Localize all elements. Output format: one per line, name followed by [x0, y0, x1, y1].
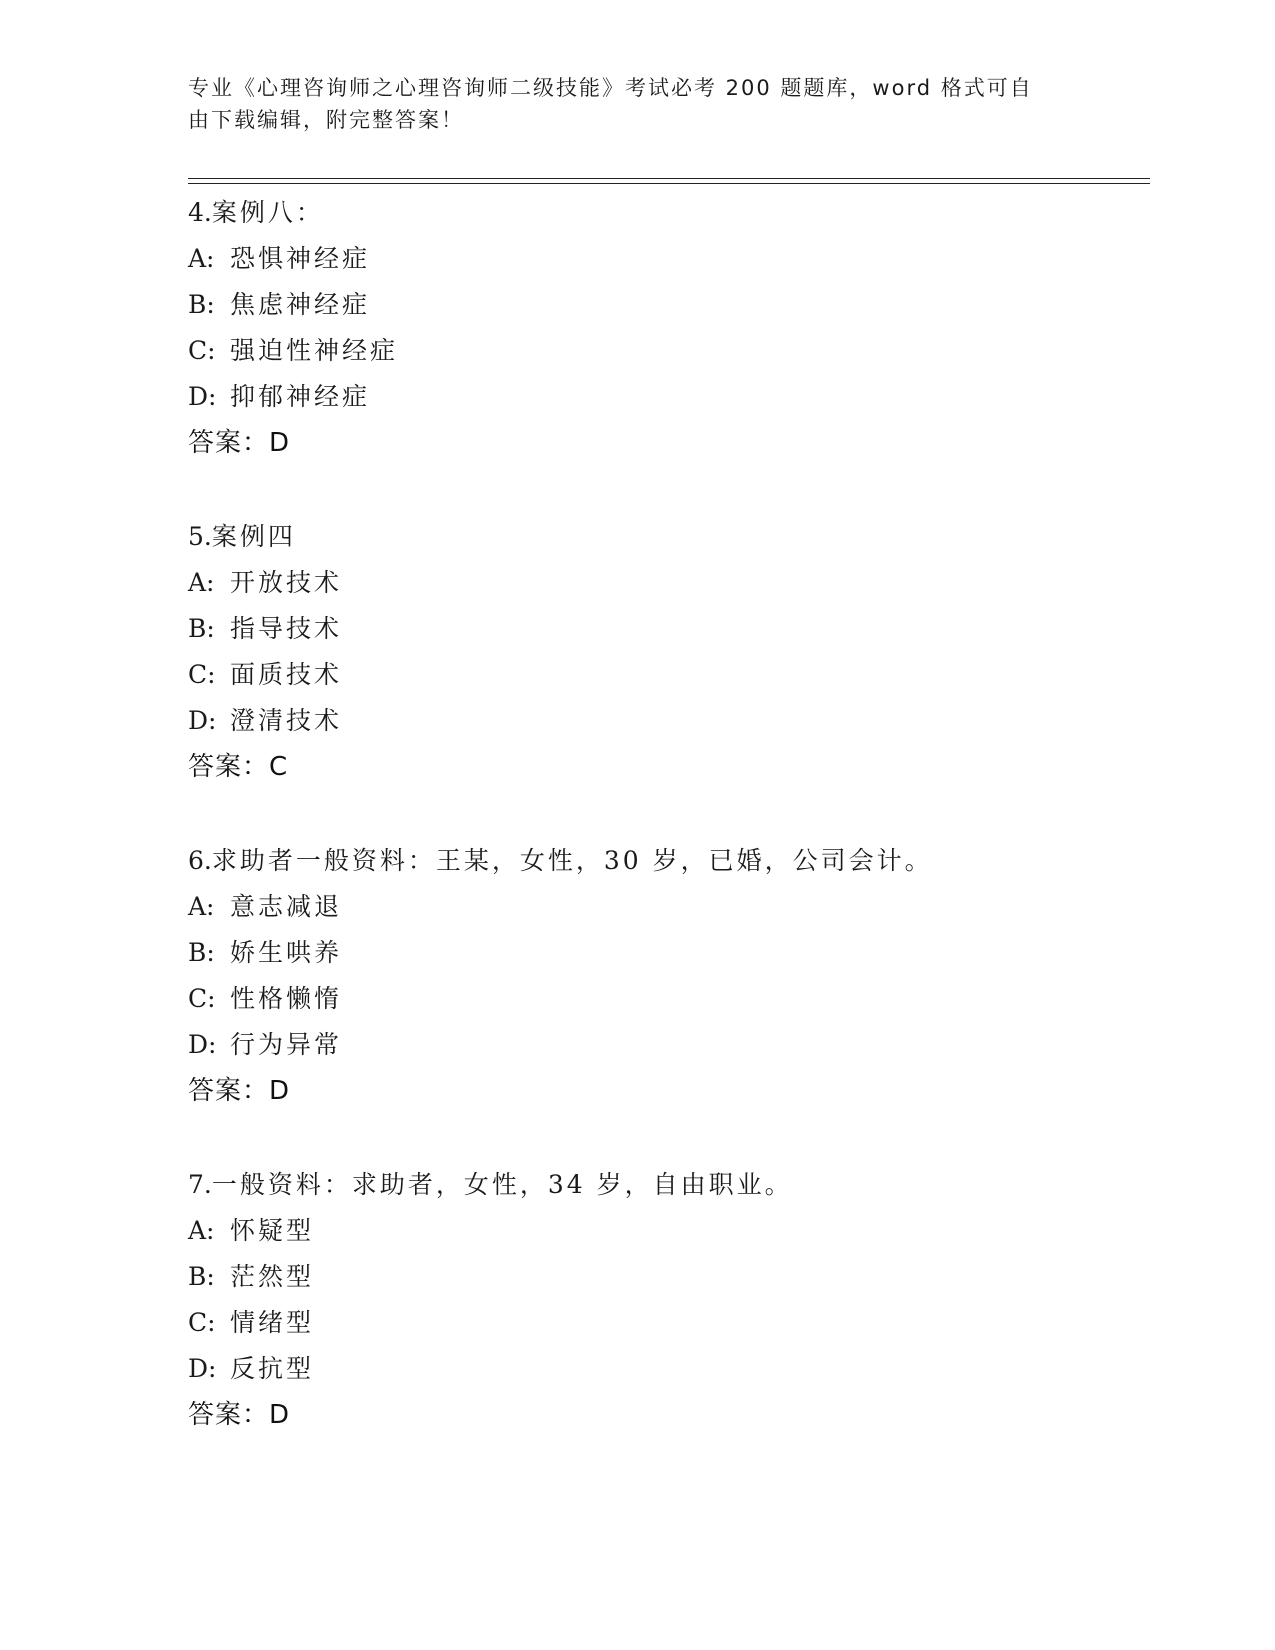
question-stem: [188, 838, 1148, 884]
header-line-1: 专业《心理咨询师之心理咨询师二级技能》考试必考 200 题题库，word 格式可自: [188, 76, 1033, 100]
answer-line: [188, 1068, 1148, 1114]
option-text: 情绪型: [230, 1308, 315, 1337]
question-item: [188, 838, 1148, 1114]
question-text: 求助者一般资料：王某，女性，30 岁，已婚，公司会计。: [211, 846, 933, 875]
question-list: [188, 190, 1148, 1486]
option-letter: D:: [188, 706, 217, 735]
option-a: [188, 884, 1148, 930]
answer-label: 答案：: [188, 752, 270, 782]
header-divider-top: [188, 178, 1150, 179]
answer-value: C: [269, 752, 289, 782]
question-number: 5.: [188, 522, 212, 551]
question-item: [188, 190, 1148, 466]
option-d: [188, 374, 1148, 420]
answer-value: D: [269, 1400, 291, 1430]
answer-value: D: [269, 1076, 291, 1106]
question-text: 案例四: [211, 522, 296, 551]
option-letter: B:: [188, 1262, 215, 1291]
option-text: 焦虑神经症: [230, 290, 371, 319]
question-text: 案例八：: [211, 198, 324, 227]
option-b: [188, 282, 1148, 328]
option-text: 行为异常: [230, 1030, 343, 1059]
option-b: [188, 930, 1148, 976]
option-letter: C:: [188, 984, 216, 1013]
option-text: 强迫性神经症: [230, 336, 399, 365]
option-letter: B:: [188, 290, 215, 319]
option-letter: B:: [188, 938, 215, 967]
option-text: 怀疑型: [230, 1216, 315, 1245]
answer-line: [188, 420, 1148, 466]
option-letter: A:: [188, 244, 215, 273]
option-a: [188, 1208, 1148, 1254]
option-text: 意志减退: [230, 892, 343, 921]
answer-label: 答案：: [188, 428, 270, 458]
option-letter: B:: [188, 614, 215, 643]
option-d: [188, 1022, 1148, 1068]
option-a: [188, 560, 1148, 606]
option-c: [188, 652, 1148, 698]
answer-line: [188, 1392, 1148, 1438]
option-d: [188, 1346, 1148, 1392]
option-letter: A:: [188, 892, 215, 921]
option-c: [188, 1300, 1148, 1346]
option-text: 恐惧神经症: [230, 244, 371, 273]
question-stem: [188, 1162, 1148, 1208]
question-number: 6.: [188, 846, 212, 875]
option-a: [188, 236, 1148, 282]
option-b: [188, 606, 1148, 652]
option-text: 面质技术: [230, 660, 343, 689]
answer-value: D: [269, 428, 291, 458]
option-text: 澄清技术: [230, 706, 343, 735]
header-divider-bottom: [188, 183, 1150, 184]
question-item: [188, 514, 1148, 790]
option-text: 抑郁神经症: [230, 382, 371, 411]
question-stem: [188, 514, 1148, 560]
answer-label: 答案：: [188, 1400, 270, 1430]
header-line-2: 由下载编辑，附完整答案！: [188, 108, 464, 132]
option-letter: D:: [188, 382, 217, 411]
option-text: 反抗型: [230, 1354, 315, 1383]
question-text: 一般资料：求助者，女性，34 岁，自由职业。: [211, 1170, 793, 1199]
option-letter: A:: [188, 568, 215, 597]
question-item: [188, 1162, 1148, 1438]
option-text: 娇生哄养: [230, 938, 343, 967]
option-letter: D:: [188, 1030, 217, 1059]
option-b: [188, 1254, 1148, 1300]
option-text: 性格懒惰: [230, 984, 343, 1013]
option-text: 指导技术: [230, 614, 343, 643]
option-text: 茫然型: [230, 1262, 315, 1291]
question-stem: [188, 190, 1148, 236]
option-d: [188, 698, 1148, 744]
question-number: 4.: [188, 198, 212, 227]
option-letter: C:: [188, 1308, 216, 1337]
answer-label: 答案：: [188, 1076, 270, 1106]
answer-line: [188, 744, 1148, 790]
option-c: [188, 328, 1148, 374]
option-letter: C:: [188, 336, 216, 365]
option-letter: C:: [188, 660, 216, 689]
question-number: 7.: [188, 1170, 212, 1199]
option-text: 开放技术: [230, 568, 343, 597]
document-header: [188, 72, 1068, 136]
option-letter: A:: [188, 1216, 215, 1245]
option-c: [188, 976, 1148, 1022]
option-letter: D:: [188, 1354, 217, 1383]
